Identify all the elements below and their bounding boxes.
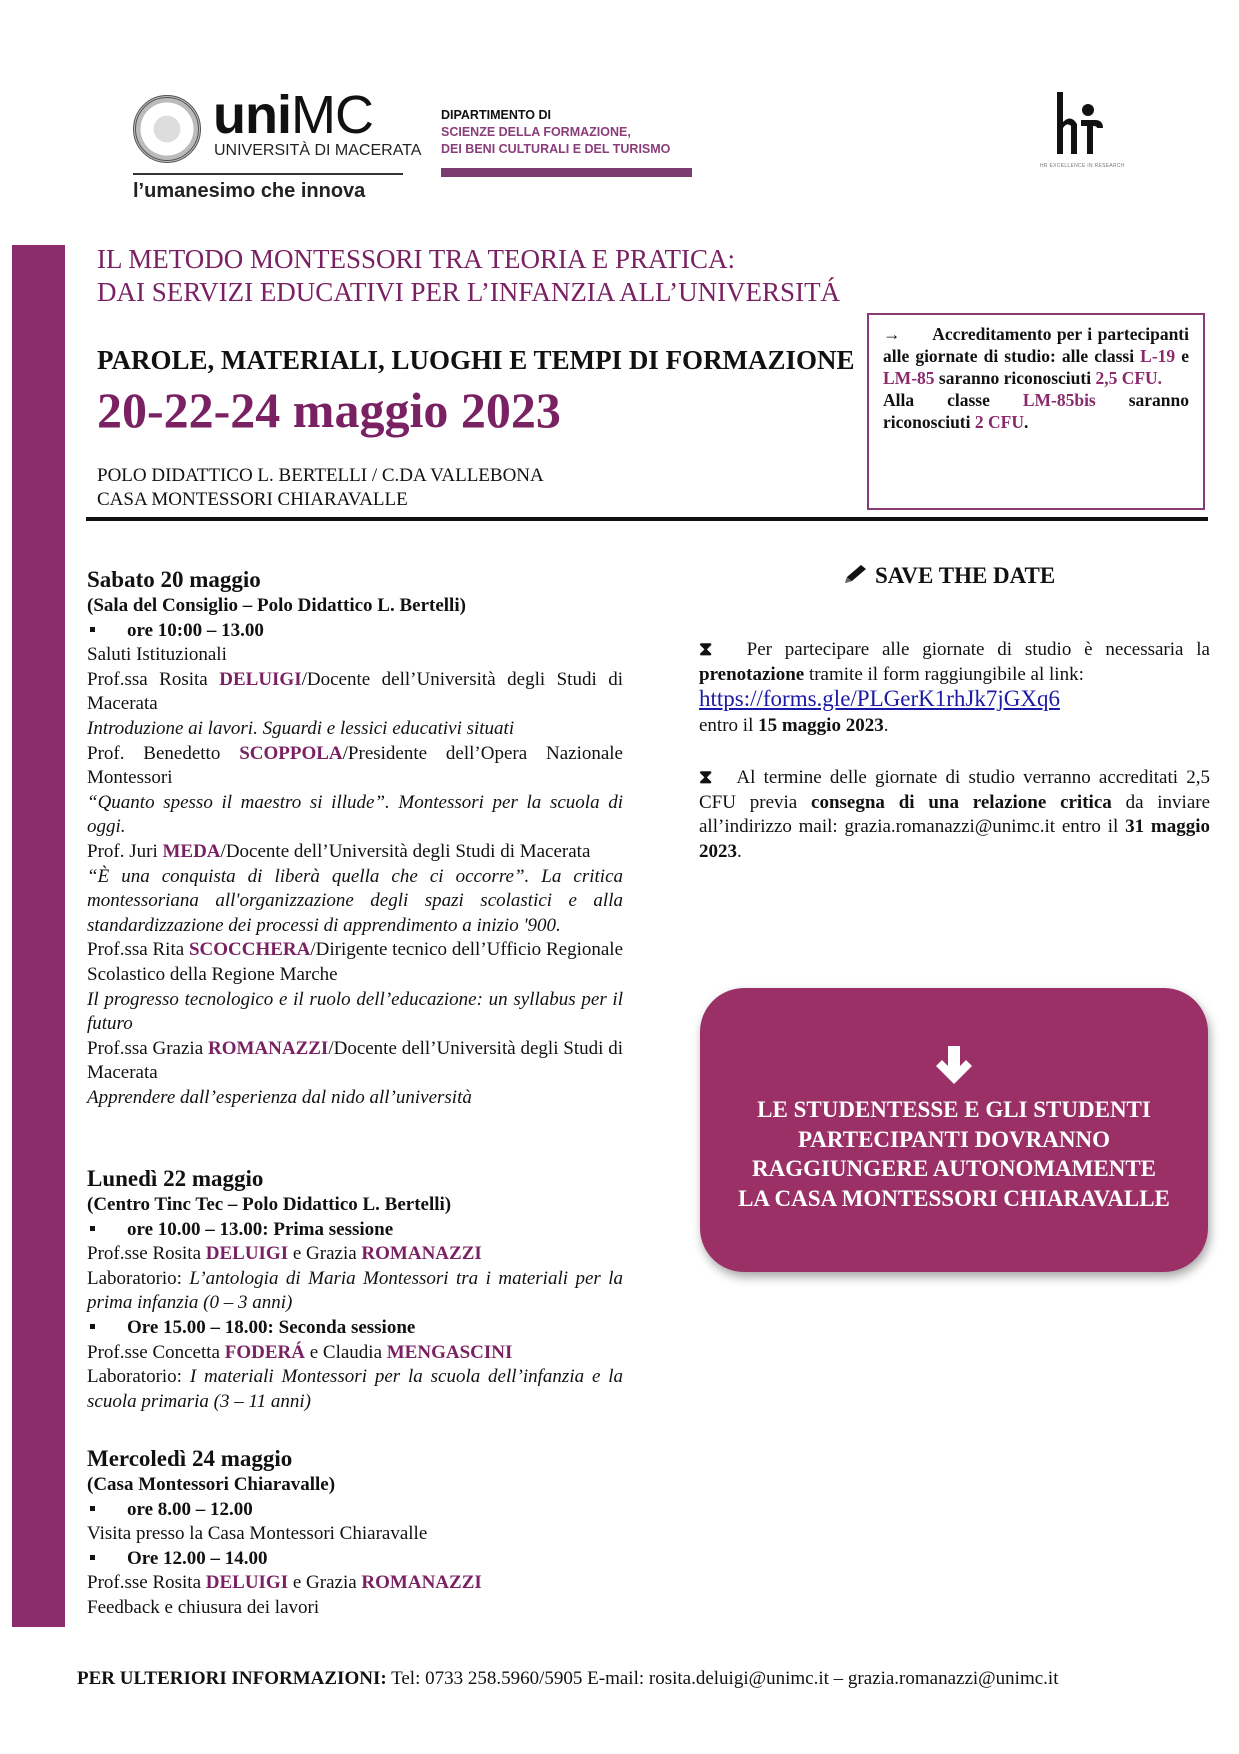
lab-title: L’antologia di Maria Montessori tra i materiali per la prima infanzia (0 – 3 anni) — [87, 1267, 624, 1314]
hr-excellence-logo-icon — [1055, 92, 1105, 154]
speaker-role: /Presidente dell’Opera Nazionale Montessori — [87, 742, 623, 789]
punctuation: . — [737, 840, 742, 862]
speaker-title: Prof.ssa Rita — [87, 939, 185, 961]
session-time — [87, 1547, 623, 1572]
program-column-day2 — [87, 1165, 623, 1414]
notice-line: PARTECIPANTI DOVRANNO — [797, 1126, 1111, 1152]
speaker-title: Prof.sse Concetta — [87, 1341, 220, 1363]
event-title-line2: DAI SERVIZI EDUCATIVI PER L’INFANZIA ALL’UNIVERSITÁ — [97, 277, 841, 307]
speaker-name: ROMANAZZI — [361, 1243, 482, 1265]
event-subtitle: PAROLE, MATERIALI, LUOGHI E TEMPI DI FORMAZIONE — [97, 345, 855, 375]
event-title-line1: IL METODO MONTESSORI TRA TEORIA E PRATICA: — [97, 244, 736, 274]
department-line: DIPARTIMENTO DI — [441, 108, 551, 122]
save-the-date-heading — [843, 563, 1055, 589]
deadline-date: 15 maggio 2023 — [758, 714, 884, 736]
accreditation-text: saranno riconosciuti — [938, 368, 1092, 388]
logo-divider — [133, 173, 403, 175]
info-text: tramite il form raggiungibile al link: — [808, 663, 1084, 685]
bullet-icon — [90, 627, 95, 632]
session-time — [87, 1498, 623, 1523]
session-time — [87, 619, 623, 644]
speaker-title: e Claudia — [309, 1341, 382, 1363]
session-time — [87, 1316, 623, 1341]
info-text-bold: consegna di una relazione critica — [811, 791, 1112, 813]
logo-text-bold: uni — [213, 85, 291, 145]
speaker — [87, 742, 623, 791]
speaker-title: e Grazia — [292, 1572, 357, 1594]
speaker — [87, 840, 623, 865]
speaker-name: DELUIGI — [205, 1243, 289, 1265]
session-time-text: ore 10:00 – 13.00 — [127, 619, 264, 641]
speaker-name: SCOPPOLA — [239, 742, 343, 764]
decorative-sidebar-bar — [12, 245, 65, 1627]
accreditation-text: Alla classe — [883, 390, 990, 410]
speakers — [87, 1242, 623, 1267]
day-title: Sabato 20 maggio — [87, 567, 261, 592]
info-text-bold: prenotazione — [699, 663, 805, 685]
speaker-title: e Grazia — [292, 1243, 357, 1265]
lab — [87, 1267, 623, 1316]
department-bar — [441, 168, 692, 177]
department-line: SCIENZE DELLA FORMAZIONE, — [441, 125, 631, 139]
program-item: Saluti Istituzionali — [87, 644, 227, 666]
day-location: (Sala del Consiglio – Polo Didattico L. Bertelli) — [87, 595, 466, 616]
cfu-value: 2,5 CFU. — [1095, 368, 1163, 388]
day-title: Mercoledì 24 maggio — [87, 1446, 293, 1471]
info-text: Al termine delle giornate di studio verranno accreditati 2,5 CFU previa — [699, 767, 1210, 813]
lab-title: I materiali Montessori per la scuola dell’infanzia e la scuola primaria (3 – 11 anni) — [87, 1366, 623, 1412]
talk-title: “È una conquista di liberà quella che ci occorre”. La critica montessoriana all'organizzazione degli spazi scolastici e alla standardizzazione dei processi di apprendimento a inizio '900. — [87, 865, 623, 936]
punctuation: . — [1023, 412, 1029, 432]
day-location: (Casa Montessori Chiaravalle) — [87, 1474, 336, 1495]
venue-line2: CASA MONTESSORI CHIARAVALLE — [97, 489, 408, 510]
department-name — [441, 107, 670, 158]
university-seal-icon — [133, 95, 201, 163]
session-time-text: Ore 15.00 – 18.00: Seconda sessione — [127, 1316, 416, 1338]
speakers — [87, 1341, 623, 1366]
program-column-day3 — [87, 1445, 623, 1621]
university-name: UNIVERSITÀ DI MACERATA — [214, 142, 422, 159]
accreditation-text: e — [1181, 346, 1189, 366]
logo-text-light: MC — [290, 85, 373, 145]
talk-title: “Quanto spesso il maestro si illude”. Montessori per la scuola di oggi. — [87, 791, 623, 838]
hourglass-icon: ⧗ — [699, 639, 713, 660]
session-time-text: ore 8.00 – 12.00 — [127, 1498, 253, 1520]
speaker-name: DELUIGI — [205, 1572, 289, 1594]
notice-line: RAGGIUNGERE AUTONOMAMENTE — [751, 1156, 1157, 1181]
speaker-title: Prof.sse Rosita — [87, 1243, 201, 1265]
unimc-logo — [213, 85, 373, 145]
pencil-icon — [843, 563, 869, 585]
session-time — [87, 1218, 623, 1243]
speaker-role: /Docente dell’Università degli Studi di Macerata — [87, 1037, 624, 1084]
program-item: Visita presso la Casa Montessori Chiaravalle — [87, 1523, 428, 1545]
save-the-date-title: SAVE THE DATE — [875, 563, 1056, 588]
class-code: LM-85bis — [1022, 390, 1096, 410]
talk-title: Il progresso tecnologico e il ruolo dell’educazione: un syllabus per il futuro — [87, 988, 623, 1035]
registration-info — [699, 638, 1210, 738]
header-divider — [86, 517, 1208, 521]
speaker-name: MEDA — [162, 840, 221, 862]
footer-label: PER ULTERIORI INFORMAZIONI: — [77, 1668, 387, 1689]
speaker-name: ROMANAZZI — [361, 1572, 482, 1594]
session-time-text: ore 10.00 – 13.00: Prima sessione — [127, 1218, 394, 1240]
class-code: L-19 — [1140, 346, 1176, 366]
speaker-name: ROMANAZZI — [207, 1037, 329, 1059]
credits-info — [699, 766, 1210, 864]
footer-text: Tel: 0733 258.5960/5905 E-mail: rosita.deluigi@unimc.it – grazia.romanazzi@unimc.it — [391, 1668, 1059, 1689]
venue-line1: POLO DIDATTICO L. BERTELLI / C.DA VALLEBONA — [97, 465, 544, 486]
department-line: DEI BENI CULTURALI E DEL TURISMO — [441, 142, 671, 156]
speakers — [87, 1571, 623, 1596]
speaker — [87, 938, 623, 987]
event-dates: 20-22-24 maggio 2023 — [97, 382, 561, 438]
hourglass-icon: ⧗ — [699, 767, 713, 788]
program-column — [87, 566, 623, 1110]
speaker-name: FODERÁ — [224, 1341, 305, 1363]
speaker — [87, 1037, 623, 1086]
accreditation-box — [867, 313, 1205, 510]
speaker-name: SCOCCHERA — [188, 939, 311, 961]
speaker-role: /Docente dell’Università degli Studi di Macerata — [87, 668, 624, 715]
speaker-role: /Dirigente tecnico dell’Ufficio Regionale Scolastico della Regione Marche — [87, 939, 623, 985]
day-title: Lunedì 22 maggio — [87, 1166, 264, 1191]
bullet-icon — [90, 1506, 95, 1511]
lab-label: Laboratorio: — [87, 1267, 182, 1289]
info-text: da inviare all’indirizzo mail: grazia.romanazzi@unimc.it entro il — [699, 791, 1211, 838]
session-time-text: Ore 12.00 – 14.00 — [127, 1547, 268, 1569]
talk-title: Apprendere dall’esperienza dal nido all’università — [87, 1086, 472, 1108]
info-text: entro il — [699, 714, 754, 736]
cfu-value: 2 CFU — [974, 412, 1024, 432]
arrow-right-icon: → — [883, 324, 901, 344]
talk-title: Introduzione ai lavori. Sguardi e lessici educativi situati — [87, 717, 515, 739]
arrow-down-icon — [936, 1046, 972, 1086]
speaker-role: /Docente dell’Università degli Studi di Macerata — [220, 840, 591, 862]
registration-form-link[interactable]: https://forms.gle/PLGerK1rhJk7jGXq6 — [699, 686, 1060, 712]
lab-label: Laboratorio: — [87, 1366, 182, 1388]
speaker-title: Prof. Juri — [87, 840, 158, 862]
bullet-icon — [90, 1226, 95, 1231]
class-code: LM-85 — [883, 368, 935, 388]
accreditation-text: saranno riconosciuti — [883, 390, 1190, 432]
speaker-title: Prof.ssa Rosita — [87, 668, 208, 690]
university-motto: l’umanesimo che innova — [133, 180, 366, 202]
speaker-name: DELUIGI — [219, 668, 302, 690]
program-item: Feedback e chiusura dei lavori — [87, 1596, 320, 1618]
travel-notice-box — [700, 988, 1208, 1272]
accreditation-text: Accreditamento per i partecipanti alle giornate di studio: alle classi — [883, 324, 1189, 366]
footer-contacts — [77, 1668, 1058, 1690]
deadline-date: 31 maggio 2023 — [699, 816, 1211, 862]
speaker-title: Prof.sse Rosita — [87, 1572, 201, 1594]
notice-line: LE STUDENTESSE E GLI STUDENTI — [757, 1097, 1151, 1122]
info-text: Per partecipare alle giornate di studio è necessaria la — [746, 639, 1210, 660]
speaker-title: Prof.ssa Grazia — [87, 1037, 204, 1059]
punctuation: . — [883, 714, 889, 736]
speaker — [87, 668, 623, 717]
bullet-icon — [90, 1555, 95, 1560]
notice-line: LA CASA MONTESSORI CHIARAVALLE — [738, 1185, 1170, 1211]
lab — [87, 1365, 623, 1414]
speaker-name: MENGASCINI — [386, 1341, 513, 1363]
bullet-icon — [90, 1324, 95, 1329]
hr-logo-caption: HR EXCELLENCE IN RESEARCH — [1040, 163, 1125, 169]
day-location: (Centro Tinc Tec – Polo Didattico L. Bertelli) — [87, 1194, 452, 1215]
speaker-title: Prof. Benedetto — [87, 742, 221, 764]
